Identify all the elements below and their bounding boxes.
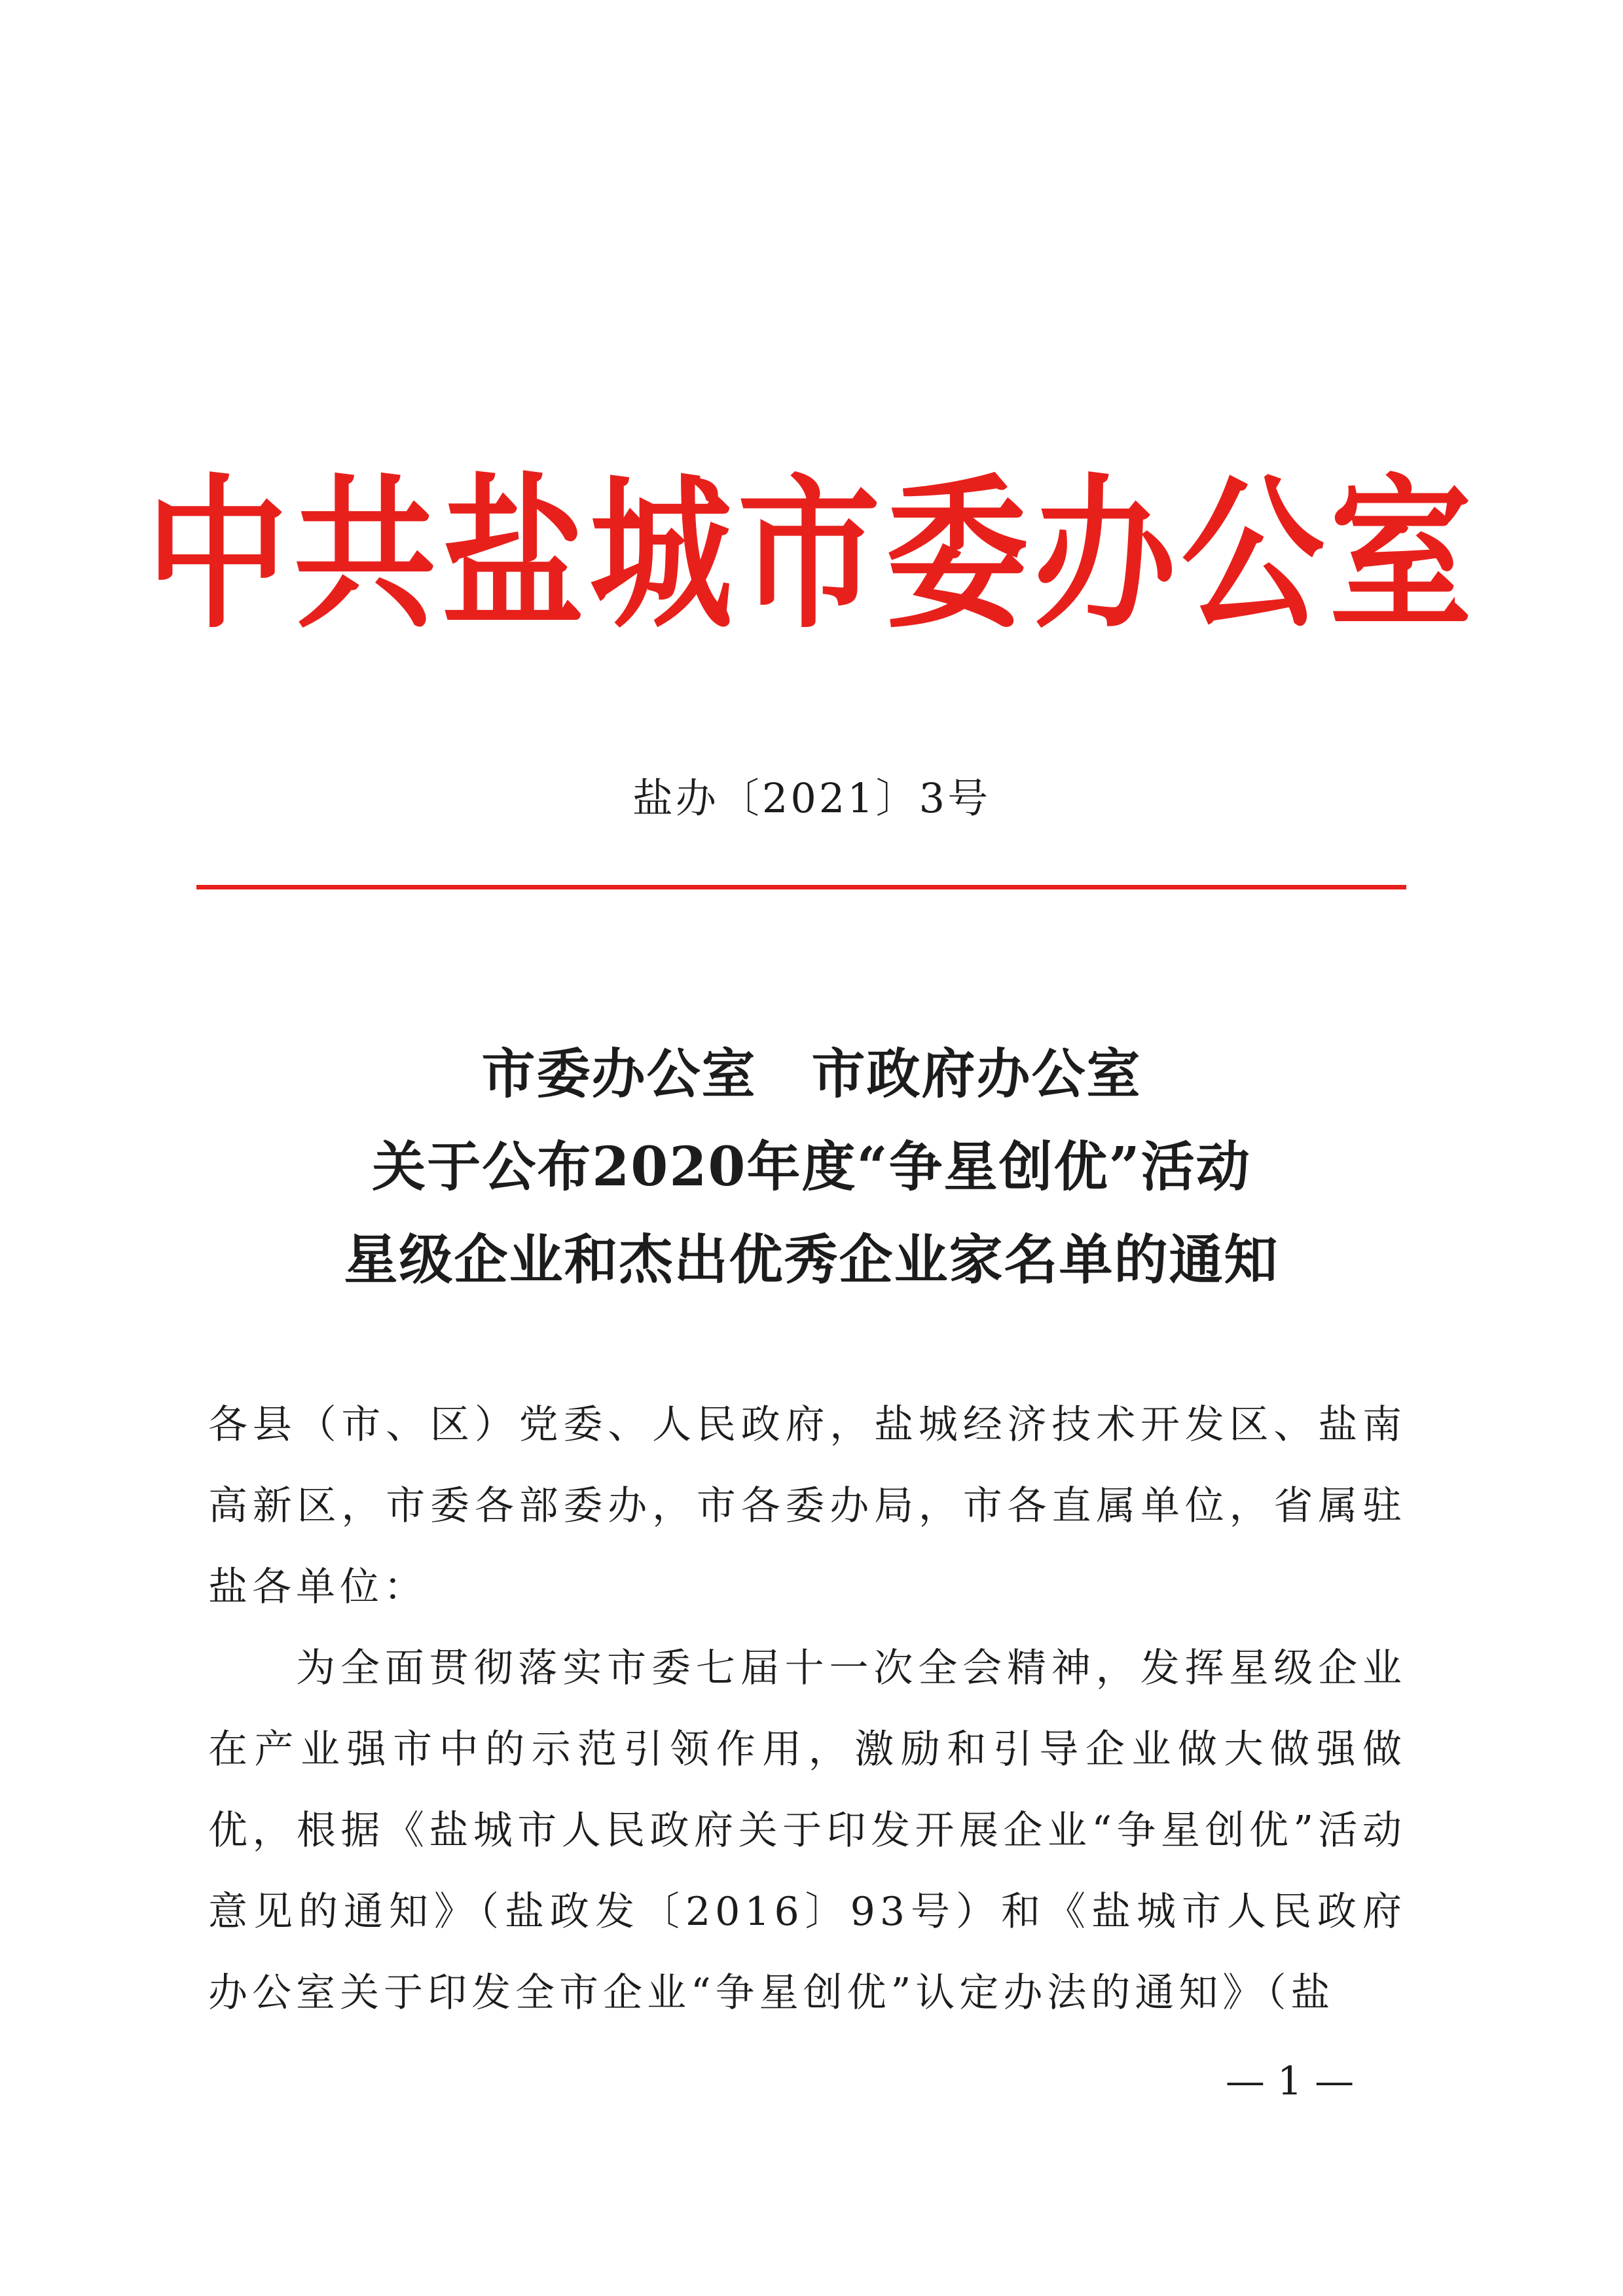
addressee-paragraph: 各县（市、区）党委、人民政府，盐城经济技术开发区、盐南高新区，市委各部委办，市各委办局，市各直属单位，省属驻盐各单位： xyxy=(208,1402,1406,1610)
red-divider-line xyxy=(196,885,1406,889)
title-line-2: 关于公布2020年度“争星创优”活动 xyxy=(372,1136,1251,1198)
title-line-3: 星级企业和杰出优秀企业家名单的通知 xyxy=(344,1229,1279,1291)
document-title xyxy=(0,1028,1623,1306)
title-line-1: 市委办公室 市政府办公室 xyxy=(481,1043,1142,1105)
document-number: 盐办〔2021〕3号 xyxy=(632,774,991,822)
document-body xyxy=(208,1384,1406,2034)
issuer-header: 中共盐城市委办公室 xyxy=(145,460,1478,651)
body-paragraph-1: 为全面贯彻落实市委七届十一次全会精神，发挥星级企业在产业强市中的示范引领作用，激励和引导企业做大做强做优，根据《盐城市人民政府关于印发开展企业“争星创优”活动意见的通知》（盐政发〔2016〕93号）和《盐城市人民政府办公室关于印发全市企业“争星创优”认定办法的通知》（盐 xyxy=(208,1645,1406,2016)
page-number: — 1 — xyxy=(1225,2058,1355,2104)
